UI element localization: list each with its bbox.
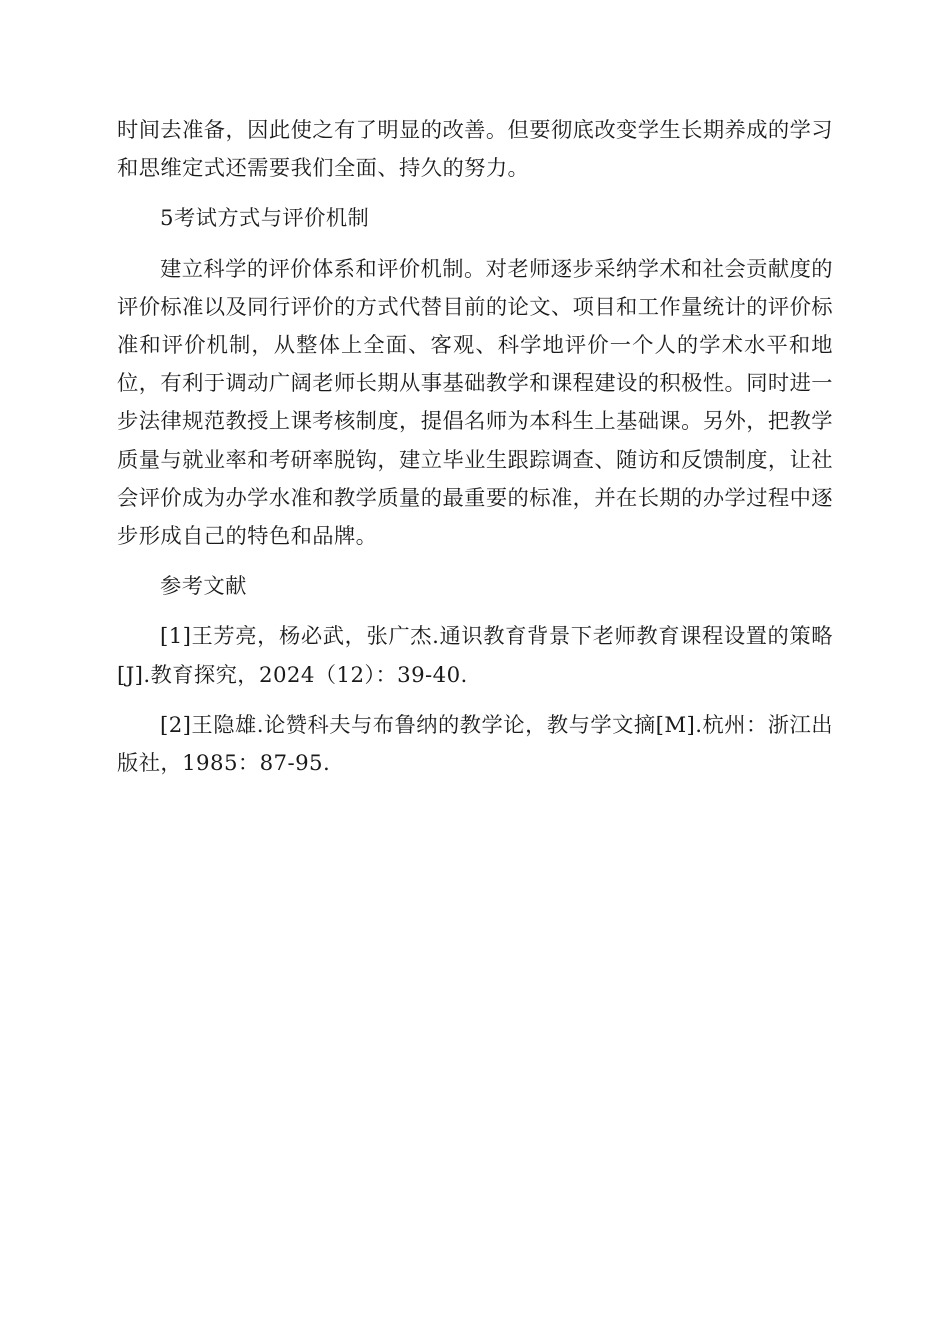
document-page [117, 112, 833, 795]
references-heading: 参考文献 [160, 574, 247, 600]
body-paragraph: 建立科学的评价体系和评价机制。对老师逐步采纳学术和社会贡献度的评价标准以及同行评价的方式代替目前的论文、项目和工作量统计的评价标准和评价机制，从整体上全面、客观、科学地评价一个人的学术水平和地位，有利于调动广阔老师长期从事基础教学和课程建设的积极性。同时进一步法律规范教授上课考核制度，提倡名师为本科生上基础课。另外，把教学质量与就业率和考研率脱钩，建立毕业生跟踪调查、随访和反馈制度，让社会评价成为办学水准和教学质量的最重要的标准，并在长期的办学过程中逐步形成自己的特色和品牌。 [117, 256, 834, 550]
reference-item: [2]王隐雄.论赞科夫与布鲁纳的教学论，教与学文摘[M].杭州：浙江出版社，1985：87-95. [117, 712, 833, 777]
continuation-paragraph: 时间去准备，因此使之有了明显的改善。但要彻底改变学生长期养成的学习和思维定式还需要我们全面、持久的努力。 [117, 118, 834, 182]
section-heading: 5考试方式与评价机制 [160, 206, 370, 232]
reference-item: [1]王芳亮，杨必武，张广杰.通识教育背景下老师教育课程设置的策略[J].教育探究，2024（12）：39-40. [117, 624, 833, 688]
